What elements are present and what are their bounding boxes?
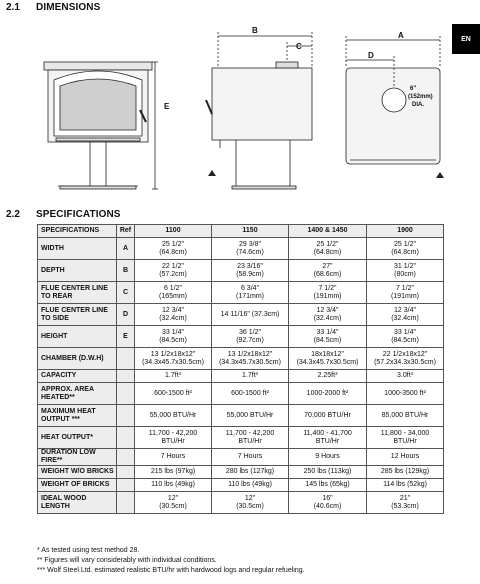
value-line-secondary: (64.8cm) xyxy=(313,248,342,256)
value-line: 145 lbs (65kg) xyxy=(305,481,350,488)
value-cell xyxy=(289,260,367,282)
section-heading-specifications xyxy=(6,209,121,220)
value-line: 25 1/2" xyxy=(316,240,339,248)
value-line-secondary: (84.5cm) xyxy=(159,336,187,344)
value-cell xyxy=(212,304,289,326)
row-ref xyxy=(117,479,135,492)
value-line: 215 lbs (97kg) xyxy=(150,468,196,475)
row-ref xyxy=(117,466,135,479)
side-view-drawing xyxy=(206,32,312,189)
value-cell xyxy=(367,326,444,348)
value-line: 114 lbs (52kg) xyxy=(383,481,427,488)
value-cell xyxy=(367,466,444,479)
value-line: 7 Hours xyxy=(160,453,186,460)
value-line: 21" xyxy=(399,494,411,502)
language-tab: EN xyxy=(452,24,480,54)
value-line: 55,000 BTU/Hr xyxy=(226,411,274,419)
value-line: 18x18x12" xyxy=(311,350,344,358)
value-line-secondary: (57.2cm) xyxy=(159,270,187,278)
value-line: 23 3/16" xyxy=(237,262,263,270)
row-label: HEAT OUTPUT* xyxy=(38,427,117,449)
value-line-secondary: (64.8cm) xyxy=(391,248,419,256)
value-line: 36 1/2" xyxy=(239,328,261,336)
table-row xyxy=(38,383,444,405)
column-header-1100: 1100 xyxy=(135,225,212,238)
table-row xyxy=(38,260,444,282)
row-ref: C xyxy=(117,282,135,304)
value-line: 6 3/4" xyxy=(240,284,260,292)
value-cell xyxy=(212,348,289,370)
table-row xyxy=(38,238,444,260)
value-cell xyxy=(367,370,444,383)
value-cell xyxy=(289,427,367,449)
row-label: CHAMBER (D.W.H) xyxy=(38,348,117,370)
value-cell xyxy=(212,479,289,492)
value-cell xyxy=(289,405,367,427)
value-cell xyxy=(135,282,212,304)
footnote: *** Wolf Steel Ltd. estimated realistic BTU/hr with hardwood logs and regular refueling. xyxy=(37,567,305,574)
value-cell xyxy=(367,304,444,326)
value-line: 2.25ft³ xyxy=(317,372,338,379)
table-row xyxy=(38,479,444,492)
value-line: 1.7ft³ xyxy=(165,372,181,379)
table-row xyxy=(38,304,444,326)
value-line: 13 1/2x18x12" xyxy=(227,350,273,358)
value-line-secondary: BTU/Hr xyxy=(393,437,417,445)
value-line-secondary: (68.6cm) xyxy=(313,270,342,278)
value-line-secondary: (53.3cm) xyxy=(391,502,419,510)
dimension-label-b: B xyxy=(252,26,258,35)
row-label: MAXIMUM HEAT OUTPUT *** xyxy=(38,405,117,427)
value-cell xyxy=(212,383,289,405)
value-line: 29 3/8" xyxy=(239,240,261,248)
row-label: DEPTH xyxy=(38,260,117,282)
section-title: DIMENSIONS xyxy=(36,2,101,13)
dimension-label-d: D xyxy=(368,51,374,60)
value-cell xyxy=(212,449,289,466)
value-cell xyxy=(367,427,444,449)
row-ref xyxy=(117,370,135,383)
row-ref: A xyxy=(117,238,135,260)
row-label: IDEAL WOOD LENGTH xyxy=(38,492,117,514)
value-line: 12 3/4" xyxy=(316,306,339,314)
value-cell xyxy=(135,405,212,427)
value-line-secondary: (34.3x45.7x30.5cm) xyxy=(142,358,204,366)
value-line: 1000-3500 ft² xyxy=(384,389,426,397)
value-line: 11,800 - 34,000 xyxy=(380,429,430,437)
value-cell xyxy=(367,238,444,260)
value-cell xyxy=(367,348,444,370)
value-cell xyxy=(367,282,444,304)
column-header-specifications: SPECIFICATIONS xyxy=(38,225,117,238)
value-cell xyxy=(367,383,444,405)
value-line-secondary: (30.5cm) xyxy=(236,502,264,510)
table-row xyxy=(38,370,444,383)
section-heading-dimensions xyxy=(6,2,100,13)
value-cell xyxy=(289,466,367,479)
value-line-secondary: (171mm) xyxy=(235,292,264,300)
row-ref xyxy=(117,348,135,370)
value-line-secondary: (32.4cm) xyxy=(159,314,187,322)
flue-diameter-line3: DIA. xyxy=(412,102,424,108)
value-line: 22 1/2x18x12" xyxy=(382,350,428,358)
value-line: 7 Hours xyxy=(237,453,263,460)
value-line-secondary: (84.5cm) xyxy=(313,336,342,344)
value-cell xyxy=(289,479,367,492)
value-line: 12" xyxy=(167,494,179,502)
dimension-drawings xyxy=(0,14,480,209)
value-cell xyxy=(212,260,289,282)
value-line: 285 lbs (129kg) xyxy=(380,468,430,475)
table-row xyxy=(38,282,444,304)
value-line: 12" xyxy=(244,494,256,502)
value-cell xyxy=(135,383,212,405)
value-cell xyxy=(289,304,367,326)
value-line: 1.7ft³ xyxy=(242,372,258,379)
flue-diameter-line2: (152mm) xyxy=(408,94,433,100)
value-line: 110 lbs (49kg) xyxy=(151,481,195,488)
value-line-secondary: (57.2x34.3x30.5cm) xyxy=(374,358,436,366)
value-cell xyxy=(212,492,289,514)
value-cell xyxy=(367,479,444,492)
row-label: WIDTH xyxy=(38,238,117,260)
value-cell xyxy=(289,449,367,466)
value-line: 33 1/4" xyxy=(394,328,416,336)
footnote: * As tested using test method 28. xyxy=(37,547,140,554)
value-line-secondary: (74.6cm) xyxy=(236,248,264,256)
column-header-ref: Ref xyxy=(117,225,135,238)
value-cell xyxy=(289,282,367,304)
value-cell xyxy=(135,492,212,514)
value-cell xyxy=(289,348,367,370)
specifications-table xyxy=(37,224,444,514)
table-row xyxy=(38,466,444,479)
value-cell xyxy=(135,479,212,492)
row-ref xyxy=(117,383,135,405)
flue-diameter-line1: 6" xyxy=(410,86,417,92)
value-line: 70,000 BTU/Hr xyxy=(304,411,351,419)
value-line: 11,700 - 42,200 xyxy=(148,429,198,437)
value-line-secondary: (64.8cm) xyxy=(159,248,187,256)
row-ref xyxy=(117,427,135,449)
value-cell xyxy=(135,449,212,466)
row-ref xyxy=(117,492,135,514)
value-cell xyxy=(289,383,367,405)
row-label: WEIGHT OF BRICKS xyxy=(38,479,117,492)
value-cell xyxy=(212,282,289,304)
value-cell xyxy=(135,348,212,370)
dimension-label-c: C xyxy=(296,42,302,51)
row-label: FLUE CENTER LINE TO REAR xyxy=(38,282,117,304)
value-line: 11,700 - 42,200 xyxy=(225,429,275,437)
value-line: 12 3/4" xyxy=(394,306,416,314)
row-ref xyxy=(117,405,135,427)
value-cell xyxy=(135,370,212,383)
table-row xyxy=(38,492,444,514)
value-line-secondary: (191mm) xyxy=(313,292,342,300)
row-label: DURATION LOW FIRE** xyxy=(38,449,117,466)
value-cell xyxy=(289,326,367,348)
value-line: 16" xyxy=(322,494,333,502)
footnote: ** Figures will vary considerably with individual conditions. xyxy=(37,557,217,564)
table-header-row xyxy=(38,225,444,238)
footnotes xyxy=(37,546,305,576)
value-cell xyxy=(367,492,444,514)
value-cell xyxy=(135,304,212,326)
value-cell xyxy=(289,492,367,514)
value-line-secondary: (165mm) xyxy=(158,292,187,300)
value-line: 9 Hours xyxy=(315,453,340,460)
value-cell xyxy=(212,405,289,427)
value-line-secondary: BTU/Hr xyxy=(161,437,185,445)
value-line: 31 1/2" xyxy=(394,262,416,270)
table-row xyxy=(38,348,444,370)
value-line-secondary: (40.6cm) xyxy=(313,502,342,510)
value-line: 22 1/2" xyxy=(162,262,184,270)
value-line-secondary: (92.7cm) xyxy=(236,336,264,344)
table-row xyxy=(38,326,444,348)
value-line: 7 1/2" xyxy=(395,284,415,292)
value-line: 55,000 BTU/Hr xyxy=(149,411,197,419)
value-line: 12 3/4" xyxy=(162,306,184,314)
value-line: 3.0ft³ xyxy=(397,372,413,379)
value-cell xyxy=(367,449,444,466)
column-header-1900: 1900 xyxy=(367,225,444,238)
value-cell xyxy=(367,260,444,282)
section-number: 2.1 xyxy=(6,2,20,13)
front-view-drawing xyxy=(44,62,158,189)
value-line: 11,400 - 41,700 xyxy=(303,429,352,437)
value-line: 6 1/2" xyxy=(163,284,183,292)
table-row xyxy=(38,405,444,427)
dimension-label-a: A xyxy=(398,31,404,40)
table-row xyxy=(38,449,444,466)
value-line: 27" xyxy=(322,262,333,270)
value-cell xyxy=(135,427,212,449)
value-line: 280 lbs (127kg) xyxy=(225,468,275,475)
table-row xyxy=(38,427,444,449)
value-line-secondary: (34.3x45.7x30.5cm) xyxy=(296,358,359,366)
value-line-secondary: BTU/Hr xyxy=(315,437,340,445)
value-cell xyxy=(212,238,289,260)
value-line: 13 1/2x18x12" xyxy=(150,350,196,358)
row-label: WEIGHT W/O BRICKS xyxy=(38,466,117,479)
row-ref: E xyxy=(117,326,135,348)
value-line: 110 lbs (49kg) xyxy=(228,481,272,488)
section-title: SPECIFICATIONS xyxy=(36,209,121,220)
value-line-secondary: (58.9cm) xyxy=(236,270,264,278)
section-number: 2.2 xyxy=(6,209,20,220)
value-cell xyxy=(212,326,289,348)
value-line: 33 1/4" xyxy=(162,328,184,336)
row-label: APPROX. AREA HEATED** xyxy=(38,383,117,405)
value-line-secondary: (80cm) xyxy=(394,270,416,278)
value-cell xyxy=(367,405,444,427)
value-line: 25 1/2" xyxy=(162,240,184,248)
value-line-secondary: (32.4cm) xyxy=(313,314,342,322)
dimension-label-e: E xyxy=(164,102,170,111)
value-cell xyxy=(212,466,289,479)
value-line: 14 11/16" (37.3cm) xyxy=(220,310,280,318)
value-line: 1000-2000 ft² xyxy=(306,389,349,397)
value-line: 250 lbs (113kg) xyxy=(303,468,352,475)
value-line: 7 1/2" xyxy=(318,284,337,292)
value-cell xyxy=(289,238,367,260)
value-cell xyxy=(289,370,367,383)
value-line-secondary: (30.5cm) xyxy=(159,502,187,510)
value-cell xyxy=(212,427,289,449)
value-cell xyxy=(135,238,212,260)
row-label: HEIGHT xyxy=(38,326,117,348)
value-line: 25 1/2" xyxy=(394,240,416,248)
row-ref: D xyxy=(117,304,135,326)
value-line-secondary: BTU/Hr xyxy=(238,437,262,445)
value-line-secondary: (32.4cm) xyxy=(391,314,419,322)
value-cell xyxy=(135,326,212,348)
top-view-drawing xyxy=(346,36,440,164)
column-header-1400-1450: 1400 & 1450 xyxy=(289,225,367,238)
row-label: CAPACITY xyxy=(38,370,117,383)
value-line: 600-1500 ft² xyxy=(231,389,269,397)
row-label: FLUE CENTER LINE TO SIDE xyxy=(38,304,117,326)
value-line: 12 Hours xyxy=(390,453,420,460)
value-line: 33 1/4" xyxy=(316,328,339,336)
value-line-secondary: (84.5cm) xyxy=(391,336,419,344)
value-cell xyxy=(135,466,212,479)
value-line-secondary: (191mm) xyxy=(390,292,419,300)
value-line: 600-1500 ft² xyxy=(154,389,192,397)
row-ref: B xyxy=(117,260,135,282)
row-ref xyxy=(117,449,135,466)
value-line-secondary: (34.3x45.7x30.5cm) xyxy=(219,358,281,366)
value-cell xyxy=(212,370,289,383)
value-line: 85,000 BTU/Hr xyxy=(381,411,429,419)
value-cell xyxy=(135,260,212,282)
column-header-1150: 1150 xyxy=(212,225,289,238)
